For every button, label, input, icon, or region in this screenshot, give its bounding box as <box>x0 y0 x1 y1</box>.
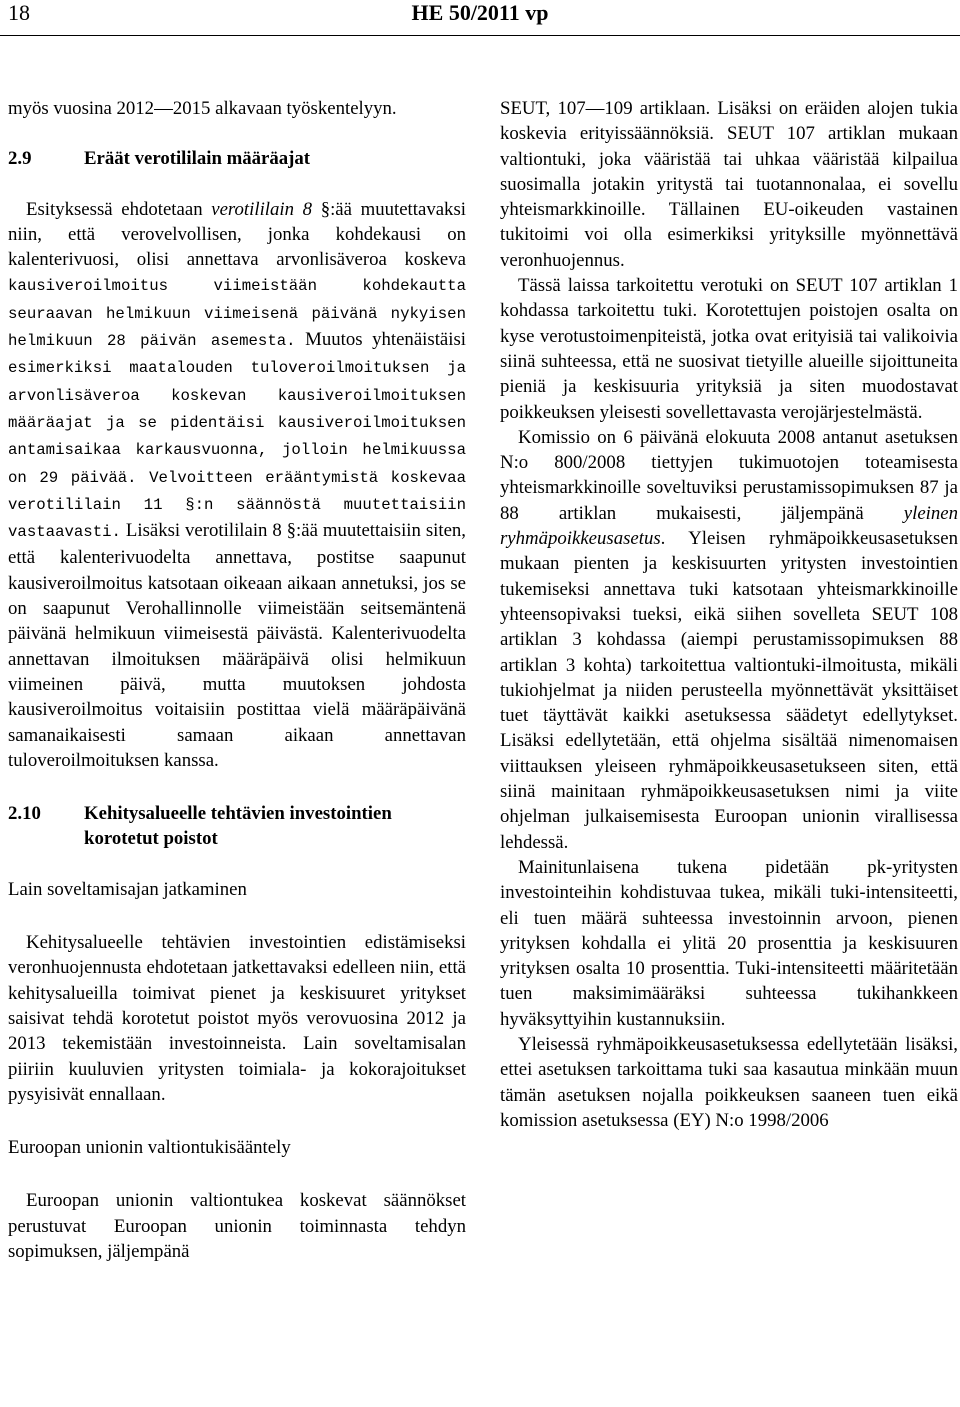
law-reference: verotililain 8 <box>211 198 313 220</box>
text-span: esimerkiksi <box>8 359 112 378</box>
paragraph-mainitunlaisena: Mainitunlaisena tukena pidetään pk-yritysten investointeihin kohdistuvaa tukea, mikäli tuki-intensiteetti, eli tuen määrä suhteessa investoinnin arvoon, pienen yrityksen kohdalla ei ylitä 20 prosenttia ja keskisuuren yrityksen osalta 10 prosenttia. Tuki-intensiteetti määritetään tuen maksimimääräksi suhteessa tukihankkeen hyväksyttyihin kustannuksiin. <box>500 856 958 1030</box>
paragraph-yleisessa: Yleisessä ryhmäpoikkeusasetuksessa edellytetään lisäksi, ettei asetuksen tarkoittama tuki saa kasautua minkään muun tämän asetuksen nojalla poikkeuksen saaneen tuen eikä komission asetuksessa (EY) N:o 1998/2006 <box>500 1033 958 1131</box>
section-heading-2-10 <box>8 801 466 852</box>
text-span: §:ää muutettavaksi niin, että verovelvollisen, jonka kohdekausi on kalenterivuosi, olisi annettava arvonlisäveroa koskeva <box>8 198 466 271</box>
subheading-soveltamisajan: Lain soveltamisajan jatkaminen <box>8 878 247 900</box>
document-id: HE 50/2011 vp <box>411 0 549 25</box>
paragraph-kehitysalueelle: Kehitysalueelle tehtävien investointien edistämiseksi veronhuojennusta ehdotetaan jatkettavaksi edelleen niin, että kehitysalueilla toimivat pienet ja keskisuuret yritykset saisivat tehdä korotetut poistot myös verovuosina 2012 ja 2013 tekemistään investoinneista. Lain soveltamisalan piiriin kuuluvien yritysten toimiala- ja kokorajoitukset pysyisivät ennallaan. <box>8 932 466 1105</box>
text-span: kausiveroilmoitus viimeistään kohdekautta seuraavan helmikuun viimeisenä päivänä nykyisen helmikuun 28 päivän asemesta. <box>8 277 466 351</box>
section-number: 2.9 <box>8 148 32 170</box>
paragraph-komissio <box>500 425 958 855</box>
section-heading-2-9 <box>8 146 466 171</box>
right-column <box>500 96 958 1133</box>
intro-paragraph: myös vuosina 2012—2015 alkavaan työskentelyyn. <box>8 98 397 119</box>
left-column <box>8 96 466 1264</box>
text-span: . Yleisen ryhmäpoikkeusasetuksen mukaan pienten ja keskisuurten yritysten investointien tukemiseksi annettava tuki katsotaan yhteismarkkinoille yhteensopivaksi tueksi, eikä siihen sovelleta SEUT 108 artiklan 3 kohdassa (aiempi perustamissopimuksen 88 artiklan 3 kohta) tarkoitettua valtiontuki-ilmoitusta, mikäli tukiohjelmat ja niiden perusteella myönnettävät yksittäiset tuet täyttävät kaikki asetuksessa säädetyt edellytykset. Lisäksi edellytetään, että ohjelma sisältää nimenomaisen viittauksen yleiseen ryhmäpoikkeusasetukseen siten, että siinä mainitaan ryhmäpoikkeusasetuksen nimi ja viite ohjelman julkaisemisesta Euroopan unionin virallisessa lehdessä. <box>500 528 958 853</box>
text-span: Komissio on 6 päivänä elokuuta 2008 antanut asetuksen N:o 800/2008 tiettyjen tukimuotojen toteamisesta yhteismarkkinoille soveltuviksi perustamissopimuksen 87 ja 88 artiklan mukaisesti, jäljempänä <box>500 426 958 524</box>
subheading-valtiontukisaantely: Euroopan unionin valtiontukisääntely <box>8 1137 291 1159</box>
section-number: 2.10 <box>8 803 41 825</box>
defined-term: yleinen ryhmäpoikkeusasetus <box>500 502 958 550</box>
text-span: Muutos yhtenäistäisi <box>295 329 466 351</box>
section-title: Kehitysalueelle tehtävien investointien korotetut poistot <box>84 803 392 850</box>
paragraph-seut: SEUT, 107—109 artiklaan. Lisäksi on eräiden alojen tukia koskevia erityissäännöksiä. SEUT 107 artiklan mukaan valtiontuki, joka vääristää tai uhkaa vääristää kilpailua suosimalla jotakin yritystä tai tuotannonalaa, ei sovellu yhteismarkkinoille. Tällainen EU-oikeuden vastainen tukitoimi voi olla esimerkiksi yrityksille myönnettävä veronhuojennus. <box>500 98 958 271</box>
paragraph-verotuki: Tässä laissa tarkoitettu verotuki on SEUT 107 artiklan 1 kohdassa tarkoitettu tuki. Korotettujen poistojen osalta on kyse verotustoimenpiteistä, jotka ovat erityisiä tai valikoivia siinä suhteessa, että ne suosivat tietyille alueille sijoittuneita pieniä ja keskisuuria yrityksiä ja siten muodostavat poikkeuksen yleisesti sovellettavasta verojärjestelmästä. <box>500 275 958 423</box>
paragraph-verotililain <box>8 197 466 774</box>
page-header <box>0 0 960 36</box>
text-span: Lisäksi verotililain 8 §:ää muutettaisiin siten, että kalenterivuodelta annettava, postitse saapunut kausiveroilmoitus katsotaan oikeaan aikaan annetuksi, jos se on saapunut Verohallinnolle viimeistään seitsemäntenä päivänä helmikuun viimeisestä päivästä. Kalenterivuodelta annettavan ilmoituksen määräpäivä olisi helmikuun viimeinen päivä, mutta muutoksen johdosta kausiveroilmoitus voitaisiin postittaa vielä määräpäivänä samanaikaisesti samaan aikaan annettavan tuloveroilmoituksen kanssa. <box>8 520 466 771</box>
page-number: 18 <box>8 0 30 25</box>
text-span: Esityksessä ehdotetaan <box>26 198 212 220</box>
section-title: Eräät verotililain määräajat <box>84 148 311 170</box>
paragraph-euroopan-unionin: Euroopan unionin valtiontukea koskevat säännökset perustuvat Euroopan unionin toiminnasta tehdyn sopimuksen, jäljempänä <box>8 1190 466 1262</box>
text-span: maatalouden tuloveroilmoituksen ja arvonlisäveroa koskevan kausiveroilmoituksen määräajat ja se pidentäisi kausiveroilmoituksen antamisaikaa karkausvuonna, jolloin helmikuussa on 29 päivää. Velvoitteen erääntymistä koskevaa verotililain 11 §:n säännöstä muutettaisiin vastaavasti. <box>8 359 466 542</box>
